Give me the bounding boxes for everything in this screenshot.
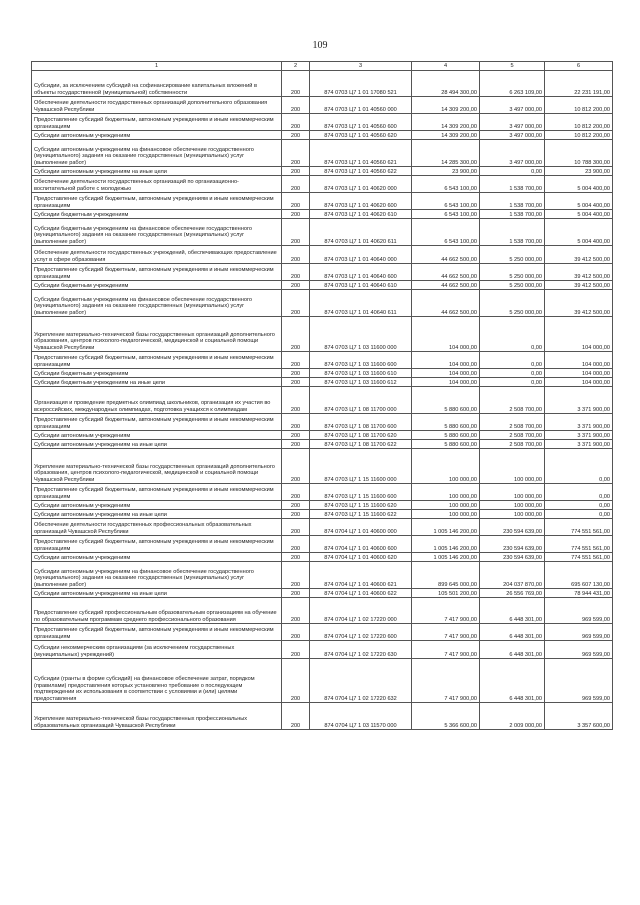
row-type-cell: 200 xyxy=(282,167,310,176)
row-value-cell-6: 0,00 xyxy=(545,510,613,519)
row-code-cell: 874 0704 Ц7 1 01 40600 621 xyxy=(310,562,412,589)
row-type-cell: 200 xyxy=(282,484,310,501)
row-type-cell: 200 xyxy=(282,519,310,536)
row-type-cell: 200 xyxy=(282,71,310,97)
row-code-cell: 874 0703 Ц7 1 08 11700 622 xyxy=(310,440,412,449)
table-row xyxy=(32,167,613,176)
row-code-cell: 874 0703 Ц7 1 03 11600 000 xyxy=(310,317,412,352)
row-code-cell: 874 0704 Ц7 1 01 40600 622 xyxy=(310,589,412,598)
row-name-cell: Предоставление субсидий бюджетным, автономным учреждениям и иным некоммерческим организациям xyxy=(32,484,282,501)
header-cell-2: 2 xyxy=(282,62,310,71)
row-code-cell: 874 0703 Ц7 1 03 11600 600 xyxy=(310,352,412,369)
row-value-cell-6: 104 000,00 xyxy=(545,378,613,387)
row-name-cell: Предоставление субсидий бюджетным, автономным учреждениям и иным некоммерческим организациям xyxy=(32,536,282,553)
table-row xyxy=(32,510,613,519)
row-value-cell-5: 0,00 xyxy=(480,369,545,378)
table-row xyxy=(32,414,613,431)
row-value-cell-6: 0,00 xyxy=(545,449,613,484)
row-value-cell-5: 0,00 xyxy=(480,317,545,352)
row-name-cell: Субсидии автономным учреждениям xyxy=(32,553,282,562)
row-code-cell: 874 0704 Ц7 1 02 17220 600 xyxy=(310,624,412,641)
row-code-cell: 874 0703 Ц7 1 08 11700 000 xyxy=(310,387,412,414)
row-name-cell: Субсидии бюджетным учреждениям xyxy=(32,369,282,378)
table-row xyxy=(32,440,613,449)
table-row xyxy=(32,536,613,553)
row-name-cell: Предоставление субсидий бюджетным, автономным учреждениям и иным некоммерческим организациям xyxy=(32,414,282,431)
row-type-cell: 200 xyxy=(282,317,310,352)
row-value-cell-6: 969 599,00 xyxy=(545,659,613,703)
row-value-cell-5: 3 497 000,00 xyxy=(480,131,545,140)
row-value-cell-6: 969 599,00 xyxy=(545,598,613,624)
row-type-cell: 200 xyxy=(282,378,310,387)
row-value-cell-5: 0,00 xyxy=(480,378,545,387)
row-type-cell: 200 xyxy=(282,703,310,730)
table-row xyxy=(32,501,613,510)
row-value-cell-6: 3 371 900,00 xyxy=(545,431,613,440)
table-row xyxy=(32,387,613,414)
row-value-cell-6: 5 004 400,00 xyxy=(545,176,613,193)
header-cell-1: 1 xyxy=(32,62,282,71)
row-value-cell-4: 104 000,00 xyxy=(412,378,480,387)
row-code-cell: 874 0703 Ц7 1 08 11700 600 xyxy=(310,414,412,431)
row-code-cell: 874 0703 Ц7 1 15 11600 000 xyxy=(310,449,412,484)
row-type-cell: 200 xyxy=(282,598,310,624)
row-value-cell-6: 10 812 200,00 xyxy=(545,131,613,140)
row-type-cell: 200 xyxy=(282,210,310,219)
row-value-cell-5: 6 448 301,00 xyxy=(480,624,545,641)
row-type-cell: 200 xyxy=(282,414,310,431)
row-code-cell: 874 0703 Ц7 1 01 40560 622 xyxy=(310,167,412,176)
row-name-cell: Организация и проведение предметных олимпиад школьников, организация их участия во всероссийских, международных олимпиадах, подготовка учащихся к олимпиадам xyxy=(32,387,282,414)
row-name-cell: Субсидии автономным учреждениям на иные цели xyxy=(32,510,282,519)
row-type-cell: 200 xyxy=(282,501,310,510)
row-type-cell: 200 xyxy=(282,140,310,167)
row-value-cell-5: 100 000,00 xyxy=(480,449,545,484)
row-value-cell-6: 78 944 431,00 xyxy=(545,589,613,598)
row-value-cell-6: 104 000,00 xyxy=(545,369,613,378)
row-value-cell-4: 44 662 500,00 xyxy=(412,290,480,317)
row-code-cell: 874 0703 Ц7 1 15 11600 622 xyxy=(310,510,412,519)
table-row xyxy=(32,131,613,140)
row-value-cell-5: 3 497 000,00 xyxy=(480,140,545,167)
row-type-cell: 200 xyxy=(282,387,310,414)
row-type-cell: 200 xyxy=(282,264,310,281)
row-value-cell-4: 7 417 900,00 xyxy=(412,659,480,703)
table-row xyxy=(32,210,613,219)
row-name-cell: Субсидии (гранты в форме субсидий) на финансовое обеспечение затрат, порядком (правилами) предоставления которых установлено требование о последующем подтверждении их использования в соответствии с условиями и (или) целями предоставления xyxy=(32,659,282,703)
row-name-cell: Субсидии автономным учреждениям на финансовое обеспечение государственного (муниципального) задания на оказание государственных (муниципальных) услуг (выполнение работ) xyxy=(32,140,282,167)
row-value-cell-5: 2 009 000,00 xyxy=(480,703,545,730)
row-value-cell-6: 3 371 900,00 xyxy=(545,387,613,414)
row-name-cell: Предоставление субсидий бюджетным, автономным учреждениям и иным некоммерческим организациям xyxy=(32,624,282,641)
table-row xyxy=(32,431,613,440)
row-value-cell-4: 1 005 146 200,00 xyxy=(412,519,480,536)
budget-table xyxy=(31,61,613,730)
row-name-cell: Субсидии бюджетным учреждениям на иные цели xyxy=(32,378,282,387)
row-value-cell-4: 100 000,00 xyxy=(412,484,480,501)
row-type-cell: 200 xyxy=(282,659,310,703)
row-type-cell: 200 xyxy=(282,352,310,369)
row-value-cell-6: 969 599,00 xyxy=(545,624,613,641)
row-name-cell: Субсидии некоммерческим организациям (за исключением государственных (муниципальных) учреждений) xyxy=(32,641,282,659)
row-value-cell-5: 2 508 700,00 xyxy=(480,431,545,440)
table-row xyxy=(32,281,613,290)
row-value-cell-6: 0,00 xyxy=(545,484,613,501)
row-code-cell: 874 0703 Ц7 1 01 40640 000 xyxy=(310,246,412,264)
row-value-cell-5: 230 594 639,00 xyxy=(480,536,545,553)
header-cell-3: 3 xyxy=(310,62,412,71)
row-value-cell-6: 39 412 500,00 xyxy=(545,264,613,281)
row-code-cell: 874 0703 Ц7 1 01 40620 611 xyxy=(310,219,412,246)
row-value-cell-4: 14 309 200,00 xyxy=(412,97,480,114)
row-type-cell: 200 xyxy=(282,553,310,562)
row-value-cell-5: 1 538 700,00 xyxy=(480,219,545,246)
table-row xyxy=(32,519,613,536)
row-name-cell: Обеспечение деятельности государственных организаций дополнительного образования Чувашской Республики xyxy=(32,97,282,114)
row-code-cell: 874 0703 Ц7 1 01 17080 521 xyxy=(310,71,412,97)
row-name-cell: Субсидии автономным учреждениям на иные цели xyxy=(32,589,282,598)
table-row xyxy=(32,589,613,598)
row-value-cell-5: 6 263 109,00 xyxy=(480,71,545,97)
row-code-cell: 874 0703 Ц7 1 15 11600 600 xyxy=(310,484,412,501)
row-type-cell: 200 xyxy=(282,589,310,598)
row-code-cell: 874 0703 Ц7 1 08 11700 620 xyxy=(310,431,412,440)
row-name-cell: Обеспечение деятельности государственных организаций по организационно-воспитательной работе с молодежью xyxy=(32,176,282,193)
row-value-cell-4: 1 005 146 200,00 xyxy=(412,553,480,562)
row-value-cell-5: 3 497 000,00 xyxy=(480,97,545,114)
row-value-cell-6: 104 000,00 xyxy=(545,352,613,369)
row-name-cell: Укрепление материально-технической базы государственных организаций дополнительного образования, центров психолого-педагогической, медицинской и социальной помощи Чувашской Республики xyxy=(32,317,282,352)
row-type-cell: 200 xyxy=(282,290,310,317)
row-value-cell-4: 5 880 600,00 xyxy=(412,387,480,414)
row-value-cell-5: 2 508 700,00 xyxy=(480,387,545,414)
row-value-cell-5: 1 538 700,00 xyxy=(480,210,545,219)
row-value-cell-5: 5 250 000,00 xyxy=(480,264,545,281)
table-row xyxy=(32,193,613,210)
row-value-cell-4: 104 000,00 xyxy=(412,317,480,352)
row-value-cell-5: 1 538 700,00 xyxy=(480,193,545,210)
row-code-cell: 874 0703 Ц7 1 01 40640 600 xyxy=(310,264,412,281)
row-value-cell-5: 100 000,00 xyxy=(480,501,545,510)
row-value-cell-6: 39 412 500,00 xyxy=(545,290,613,317)
row-name-cell: Субсидии, за исключением субсидий на софинансирование капитальных вложений в объекты государственной (муниципальной) собственности xyxy=(32,71,282,97)
row-name-cell: Субсидии автономным учреждениям xyxy=(32,431,282,440)
row-value-cell-4: 14 309 200,00 xyxy=(412,114,480,131)
row-value-cell-6: 39 412 500,00 xyxy=(545,281,613,290)
row-name-cell: Обеспечение деятельности государственных учреждений, обеспечивающих предоставление услуг в сфере образования xyxy=(32,246,282,264)
row-type-cell: 200 xyxy=(282,449,310,484)
row-name-cell: Субсидии бюджетным учреждениям на финансовое обеспечение государственного (муниципального) задания на оказание государственных (муниципальных) услуг (выполнение работ) xyxy=(32,290,282,317)
row-type-cell: 200 xyxy=(282,176,310,193)
row-value-cell-5: 6 448 301,00 xyxy=(480,598,545,624)
row-value-cell-4: 7 417 900,00 xyxy=(412,624,480,641)
row-code-cell: 874 0704 Ц7 1 03 11570 000 xyxy=(310,703,412,730)
row-code-cell: 874 0703 Ц7 1 01 40560 600 xyxy=(310,114,412,131)
row-value-cell-5: 5 250 000,00 xyxy=(480,290,545,317)
row-type-cell: 200 xyxy=(282,440,310,449)
row-code-cell: 874 0704 Ц7 1 02 17220 000 xyxy=(310,598,412,624)
header-cell-5: 5 xyxy=(480,62,545,71)
row-value-cell-6: 10 812 200,00 xyxy=(545,114,613,131)
row-value-cell-4: 44 662 500,00 xyxy=(412,264,480,281)
row-value-cell-4: 6 543 100,00 xyxy=(412,176,480,193)
row-value-cell-5: 100 000,00 xyxy=(480,510,545,519)
row-value-cell-4: 899 645 000,00 xyxy=(412,562,480,589)
table-row xyxy=(32,484,613,501)
row-value-cell-4: 104 000,00 xyxy=(412,369,480,378)
row-value-cell-5: 230 594 639,00 xyxy=(480,519,545,536)
table-row xyxy=(32,624,613,641)
row-value-cell-4: 6 543 100,00 xyxy=(412,219,480,246)
table-row xyxy=(32,290,613,317)
row-value-cell-4: 44 662 500,00 xyxy=(412,246,480,264)
table-row xyxy=(32,449,613,484)
row-type-cell: 200 xyxy=(282,246,310,264)
row-value-cell-6: 23 900,00 xyxy=(545,167,613,176)
row-value-cell-4: 100 000,00 xyxy=(412,449,480,484)
row-value-cell-4: 6 543 100,00 xyxy=(412,193,480,210)
table-row xyxy=(32,317,613,352)
row-name-cell: Субсидии автономным учреждениям xyxy=(32,501,282,510)
row-value-cell-5: 0,00 xyxy=(480,167,545,176)
row-code-cell: 874 0703 Ц7 1 01 40620 000 xyxy=(310,176,412,193)
row-value-cell-5: 204 037 870,00 xyxy=(480,562,545,589)
row-value-cell-6: 5 004 400,00 xyxy=(545,210,613,219)
row-value-cell-5: 2 508 700,00 xyxy=(480,414,545,431)
row-code-cell: 874 0703 Ц7 1 01 40620 600 xyxy=(310,193,412,210)
row-code-cell: 874 0703 Ц7 1 01 40560 621 xyxy=(310,140,412,167)
row-value-cell-6: 3 357 600,00 xyxy=(545,703,613,730)
table-row xyxy=(32,219,613,246)
row-value-cell-6: 774 551 561,00 xyxy=(545,553,613,562)
row-name-cell: Предоставление субсидий бюджетным, автономным учреждениям и иным некоммерческим организациям xyxy=(32,352,282,369)
row-code-cell: 874 0703 Ц7 1 03 11600 612 xyxy=(310,378,412,387)
row-code-cell: 874 0703 Ц7 1 01 40640 610 xyxy=(310,281,412,290)
row-value-cell-4: 7 417 900,00 xyxy=(412,598,480,624)
row-type-cell: 200 xyxy=(282,131,310,140)
table-row xyxy=(32,659,613,703)
row-value-cell-4: 44 662 500,00 xyxy=(412,281,480,290)
row-value-cell-6: 695 607 130,00 xyxy=(545,562,613,589)
row-name-cell: Укрепление материально-технической базы государственных организаций дополнительного образования, центров психолого-педагогической, медицинской и социальной помощи Чувашской Республики xyxy=(32,449,282,484)
row-type-cell: 200 xyxy=(282,431,310,440)
row-value-cell-4: 1 005 146 200,00 xyxy=(412,536,480,553)
row-code-cell: 874 0703 Ц7 1 15 11600 620 xyxy=(310,501,412,510)
row-value-cell-5: 0,00 xyxy=(480,352,545,369)
row-code-cell: 874 0704 Ц7 1 01 40600 600 xyxy=(310,536,412,553)
row-value-cell-4: 7 417 900,00 xyxy=(412,641,480,659)
table-row xyxy=(32,71,613,97)
row-value-cell-4: 23 900,00 xyxy=(412,167,480,176)
row-type-cell: 200 xyxy=(282,281,310,290)
row-name-cell: Субсидии автономным учреждениям на иные цели xyxy=(32,440,282,449)
row-code-cell: 874 0703 Ц7 1 01 40620 610 xyxy=(310,210,412,219)
row-name-cell: Предоставление субсидий профессиональным образовательным организациям на обучение по образовательным программам среднего профессионального образования xyxy=(32,598,282,624)
row-name-cell: Обеспечение деятельности государственных профессиональных образовательных организаций Чувашской Республики xyxy=(32,519,282,536)
row-name-cell: Предоставление субсидий бюджетным, автономным учреждениям и иным некоммерческим организациям xyxy=(32,193,282,210)
row-code-cell: 874 0704 Ц7 1 01 40600 620 xyxy=(310,553,412,562)
row-type-cell: 200 xyxy=(282,369,310,378)
row-code-cell: 874 0703 Ц7 1 01 40640 611 xyxy=(310,290,412,317)
page-number: 109 xyxy=(312,40,328,51)
row-value-cell-6: 10 788 300,00 xyxy=(545,140,613,167)
row-value-cell-5: 3 497 000,00 xyxy=(480,114,545,131)
row-value-cell-6: 3 371 900,00 xyxy=(545,440,613,449)
row-value-cell-5: 5 250 000,00 xyxy=(480,246,545,264)
row-value-cell-6: 774 551 561,00 xyxy=(545,519,613,536)
row-value-cell-6: 5 004 400,00 xyxy=(545,193,613,210)
row-value-cell-4: 105 501 200,00 xyxy=(412,589,480,598)
row-value-cell-4: 14 309 200,00 xyxy=(412,131,480,140)
row-type-cell: 200 xyxy=(282,624,310,641)
row-value-cell-4: 104 000,00 xyxy=(412,352,480,369)
row-code-cell: 874 0703 Ц7 1 01 40560 000 xyxy=(310,97,412,114)
table-row xyxy=(32,598,613,624)
table-row xyxy=(32,553,613,562)
row-type-cell: 200 xyxy=(282,510,310,519)
row-code-cell: 874 0704 Ц7 1 02 17220 630 xyxy=(310,641,412,659)
table-row xyxy=(32,97,613,114)
table-row xyxy=(32,140,613,167)
row-value-cell-6: 774 551 561,00 xyxy=(545,536,613,553)
table-row xyxy=(32,378,613,387)
row-value-cell-4: 14 285 300,00 xyxy=(412,140,480,167)
row-type-cell: 200 xyxy=(282,536,310,553)
row-code-cell: 874 0704 Ц7 1 02 17220 632 xyxy=(310,659,412,703)
row-value-cell-5: 1 538 700,00 xyxy=(480,176,545,193)
row-code-cell: 874 0703 Ц7 1 03 11600 610 xyxy=(310,369,412,378)
table-header-row xyxy=(32,62,613,71)
row-value-cell-6: 3 371 900,00 xyxy=(545,414,613,431)
row-value-cell-6: 0,00 xyxy=(545,501,613,510)
header-cell-4: 4 xyxy=(412,62,480,71)
row-name-cell: Субсидии автономным учреждениям на иные цели xyxy=(32,167,282,176)
row-value-cell-6: 39 412 500,00 xyxy=(545,246,613,264)
table-row xyxy=(32,352,613,369)
row-value-cell-6: 969 599,00 xyxy=(545,641,613,659)
row-code-cell: 874 0703 Ц7 1 01 40560 620 xyxy=(310,131,412,140)
row-value-cell-4: 6 543 100,00 xyxy=(412,210,480,219)
row-value-cell-6: 104 000,00 xyxy=(545,317,613,352)
row-name-cell: Субсидии бюджетным учреждениям xyxy=(32,281,282,290)
row-type-cell: 200 xyxy=(282,641,310,659)
row-type-cell: 200 xyxy=(282,562,310,589)
row-value-cell-4: 100 000,00 xyxy=(412,501,480,510)
row-value-cell-5: 230 594 639,00 xyxy=(480,553,545,562)
row-value-cell-5: 100 000,00 xyxy=(480,484,545,501)
row-type-cell: 200 xyxy=(282,97,310,114)
table-row xyxy=(32,641,613,659)
table-row xyxy=(32,264,613,281)
row-name-cell: Предоставление субсидий бюджетным, автономным учреждениям и иным некоммерческим организациям xyxy=(32,264,282,281)
row-type-cell: 200 xyxy=(282,114,310,131)
table-row xyxy=(32,562,613,589)
row-name-cell: Предоставление субсидий бюджетным, автономным учреждениям и иным некоммерческим организациям xyxy=(32,114,282,131)
row-value-cell-4: 28 494 300,00 xyxy=(412,71,480,97)
row-name-cell: Субсидии бюджетным учреждениям на финансовое обеспечение государственного (муниципального) задания на оказание государственных (муниципальных) услуг (выполнение работ) xyxy=(32,219,282,246)
row-value-cell-4: 5 880 600,00 xyxy=(412,440,480,449)
row-name-cell: Субсидии автономным учреждениям xyxy=(32,131,282,140)
row-value-cell-4: 100 000,00 xyxy=(412,510,480,519)
row-name-cell: Субсидии бюджетным учреждениям xyxy=(32,210,282,219)
table-row xyxy=(32,369,613,378)
row-value-cell-5: 6 448 301,00 xyxy=(480,641,545,659)
row-value-cell-6: 5 004 400,00 xyxy=(545,219,613,246)
header-cell-6: 6 xyxy=(545,62,613,71)
row-type-cell: 200 xyxy=(282,193,310,210)
row-value-cell-4: 5 880 600,00 xyxy=(412,431,480,440)
row-value-cell-6: 10 812 200,00 xyxy=(545,97,613,114)
row-value-cell-4: 5 880 600,00 xyxy=(412,414,480,431)
table-row xyxy=(32,246,613,264)
row-name-cell: Субсидии автономным учреждениям на финансовое обеспечение государственного (муниципального) задания на оказание государственных (муниципальных) услуг (выполнение работ) xyxy=(32,562,282,589)
row-value-cell-4: 5 366 600,00 xyxy=(412,703,480,730)
row-value-cell-5: 6 448 301,00 xyxy=(480,659,545,703)
table-row xyxy=(32,176,613,193)
row-value-cell-5: 5 250 000,00 xyxy=(480,281,545,290)
row-code-cell: 874 0704 Ц7 1 01 40600 000 xyxy=(310,519,412,536)
row-name-cell: Укрепление материально-технической базы государственных профессиональных образовательных организаций Чувашской Республики xyxy=(32,703,282,730)
row-type-cell: 200 xyxy=(282,219,310,246)
row-value-cell-6: 22 231 191,00 xyxy=(545,71,613,97)
table-row xyxy=(32,114,613,131)
row-value-cell-5: 26 556 769,00 xyxy=(480,589,545,598)
table-row xyxy=(32,703,613,730)
row-value-cell-5: 2 508 700,00 xyxy=(480,440,545,449)
